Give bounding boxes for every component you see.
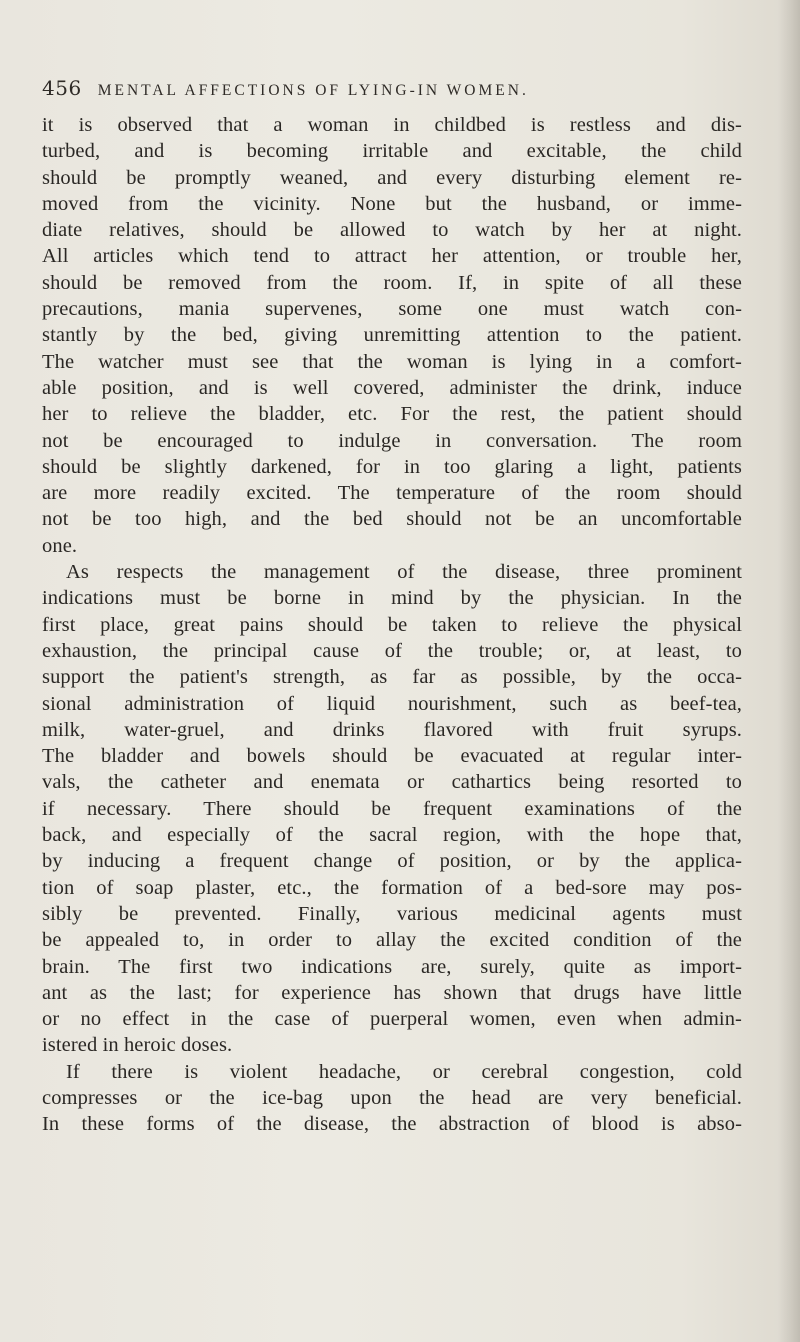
text-line: sional administration of liquid nourishment, such as beef-tea, bbox=[42, 692, 742, 715]
paragraph-start-line: If there is violent headache, or cerebral congestion, cold bbox=[66, 1060, 742, 1083]
text-line: turbed, and is becoming irritable and excitable, the child bbox=[42, 140, 742, 163]
text-line: support the patient's strength, as far as possible, by the occa- bbox=[42, 666, 742, 689]
text-line: ant as the last; for experience has shown that drugs have little bbox=[42, 981, 742, 1004]
running-head: MENTAL AFFECTIONS OF LYING-IN WOMEN. bbox=[97, 82, 529, 99]
text-line: it is observed that a woman in childbed is restless and dis- bbox=[42, 114, 742, 136]
paragraph-end-line: istered in heroic doses. bbox=[42, 1034, 233, 1057]
text-line: milk, water-gruel, and drinks flavored with fruit syrups. bbox=[42, 718, 742, 741]
text-line: able position, and is well covered, administer the drink, induce bbox=[42, 376, 742, 399]
text-line: The watcher must see that the woman is lying in a comfort- bbox=[42, 350, 742, 373]
text-line: first place, great pains should be taken to relieve the physical bbox=[42, 613, 742, 636]
text-line: should be slightly darkened, for in too glaring a light, patients bbox=[42, 455, 742, 478]
text-line: be appealed to, in order to allay the excited condition of the bbox=[42, 929, 742, 952]
paragraph-start-line: As respects the management of the disease, three prominent bbox=[66, 561, 742, 584]
text-line: exhaustion, the principal cause of the trouble; or, at least, to bbox=[42, 639, 742, 662]
text-line: back, and especially of the sacral region, with the hope that, bbox=[42, 824, 742, 847]
text-line: tion of soap plaster, etc., the formation of a bed-sore may pos- bbox=[42, 876, 742, 899]
text-line: her to relieve the bladder, etc. For the rest, the patient should bbox=[42, 403, 742, 426]
page-header bbox=[42, 76, 762, 100]
text-line: are more readily excited. The temperature of the room should bbox=[42, 482, 742, 505]
text-line: indications must be borne in mind by the physician. In the bbox=[42, 587, 742, 610]
text-line: by inducing a frequent change of position, or by the applica- bbox=[42, 850, 742, 873]
text-line: sibly be prevented. Finally, various medicinal agents must bbox=[42, 902, 742, 925]
text-line: if necessary. There should be frequent examinations of the bbox=[42, 797, 742, 820]
text-line: diate relatives, should be allowed to watch by her at night. bbox=[42, 219, 742, 242]
paragraph-end-line: one. bbox=[42, 534, 78, 557]
text-line: vals, the catheter and enemata or cathartics being resorted to bbox=[42, 771, 742, 794]
text-line: should be removed from the room. If, in spite of all these bbox=[42, 271, 742, 294]
text-line: should be promptly weaned, and every disturbing element re- bbox=[42, 166, 742, 189]
text-line: precautions, mania supervenes, some one must watch con- bbox=[42, 298, 742, 321]
text-line: brain. The first two indications are, surely, quite as import- bbox=[42, 955, 742, 978]
text-line: stantly by the bed, giving unremitting attention to the patient. bbox=[42, 324, 742, 347]
text-line: The bladder and bowels should be evacuated at regular inter- bbox=[42, 745, 742, 768]
text-line: moved from the vicinity. None but the husband, or imme- bbox=[42, 192, 742, 215]
page-number: 456 bbox=[42, 76, 82, 100]
text-line: not be encouraged to indulge in conversation. The room bbox=[42, 429, 742, 452]
text-line: or no effect in the case of puerperal women, even when admin- bbox=[42, 1008, 742, 1031]
page-edge-shadow bbox=[778, 0, 800, 1342]
text-line: compresses or the ice-bag upon the head are very beneficial. bbox=[42, 1086, 742, 1109]
text-line: All articles which tend to attract her attention, or trouble her, bbox=[42, 245, 742, 268]
text-line: In these forms of the disease, the abstraction of blood is abso- bbox=[42, 1113, 742, 1136]
text-line: not be too high, and the bed should not be an uncomfortable bbox=[42, 508, 742, 531]
body-text bbox=[42, 112, 742, 1138]
